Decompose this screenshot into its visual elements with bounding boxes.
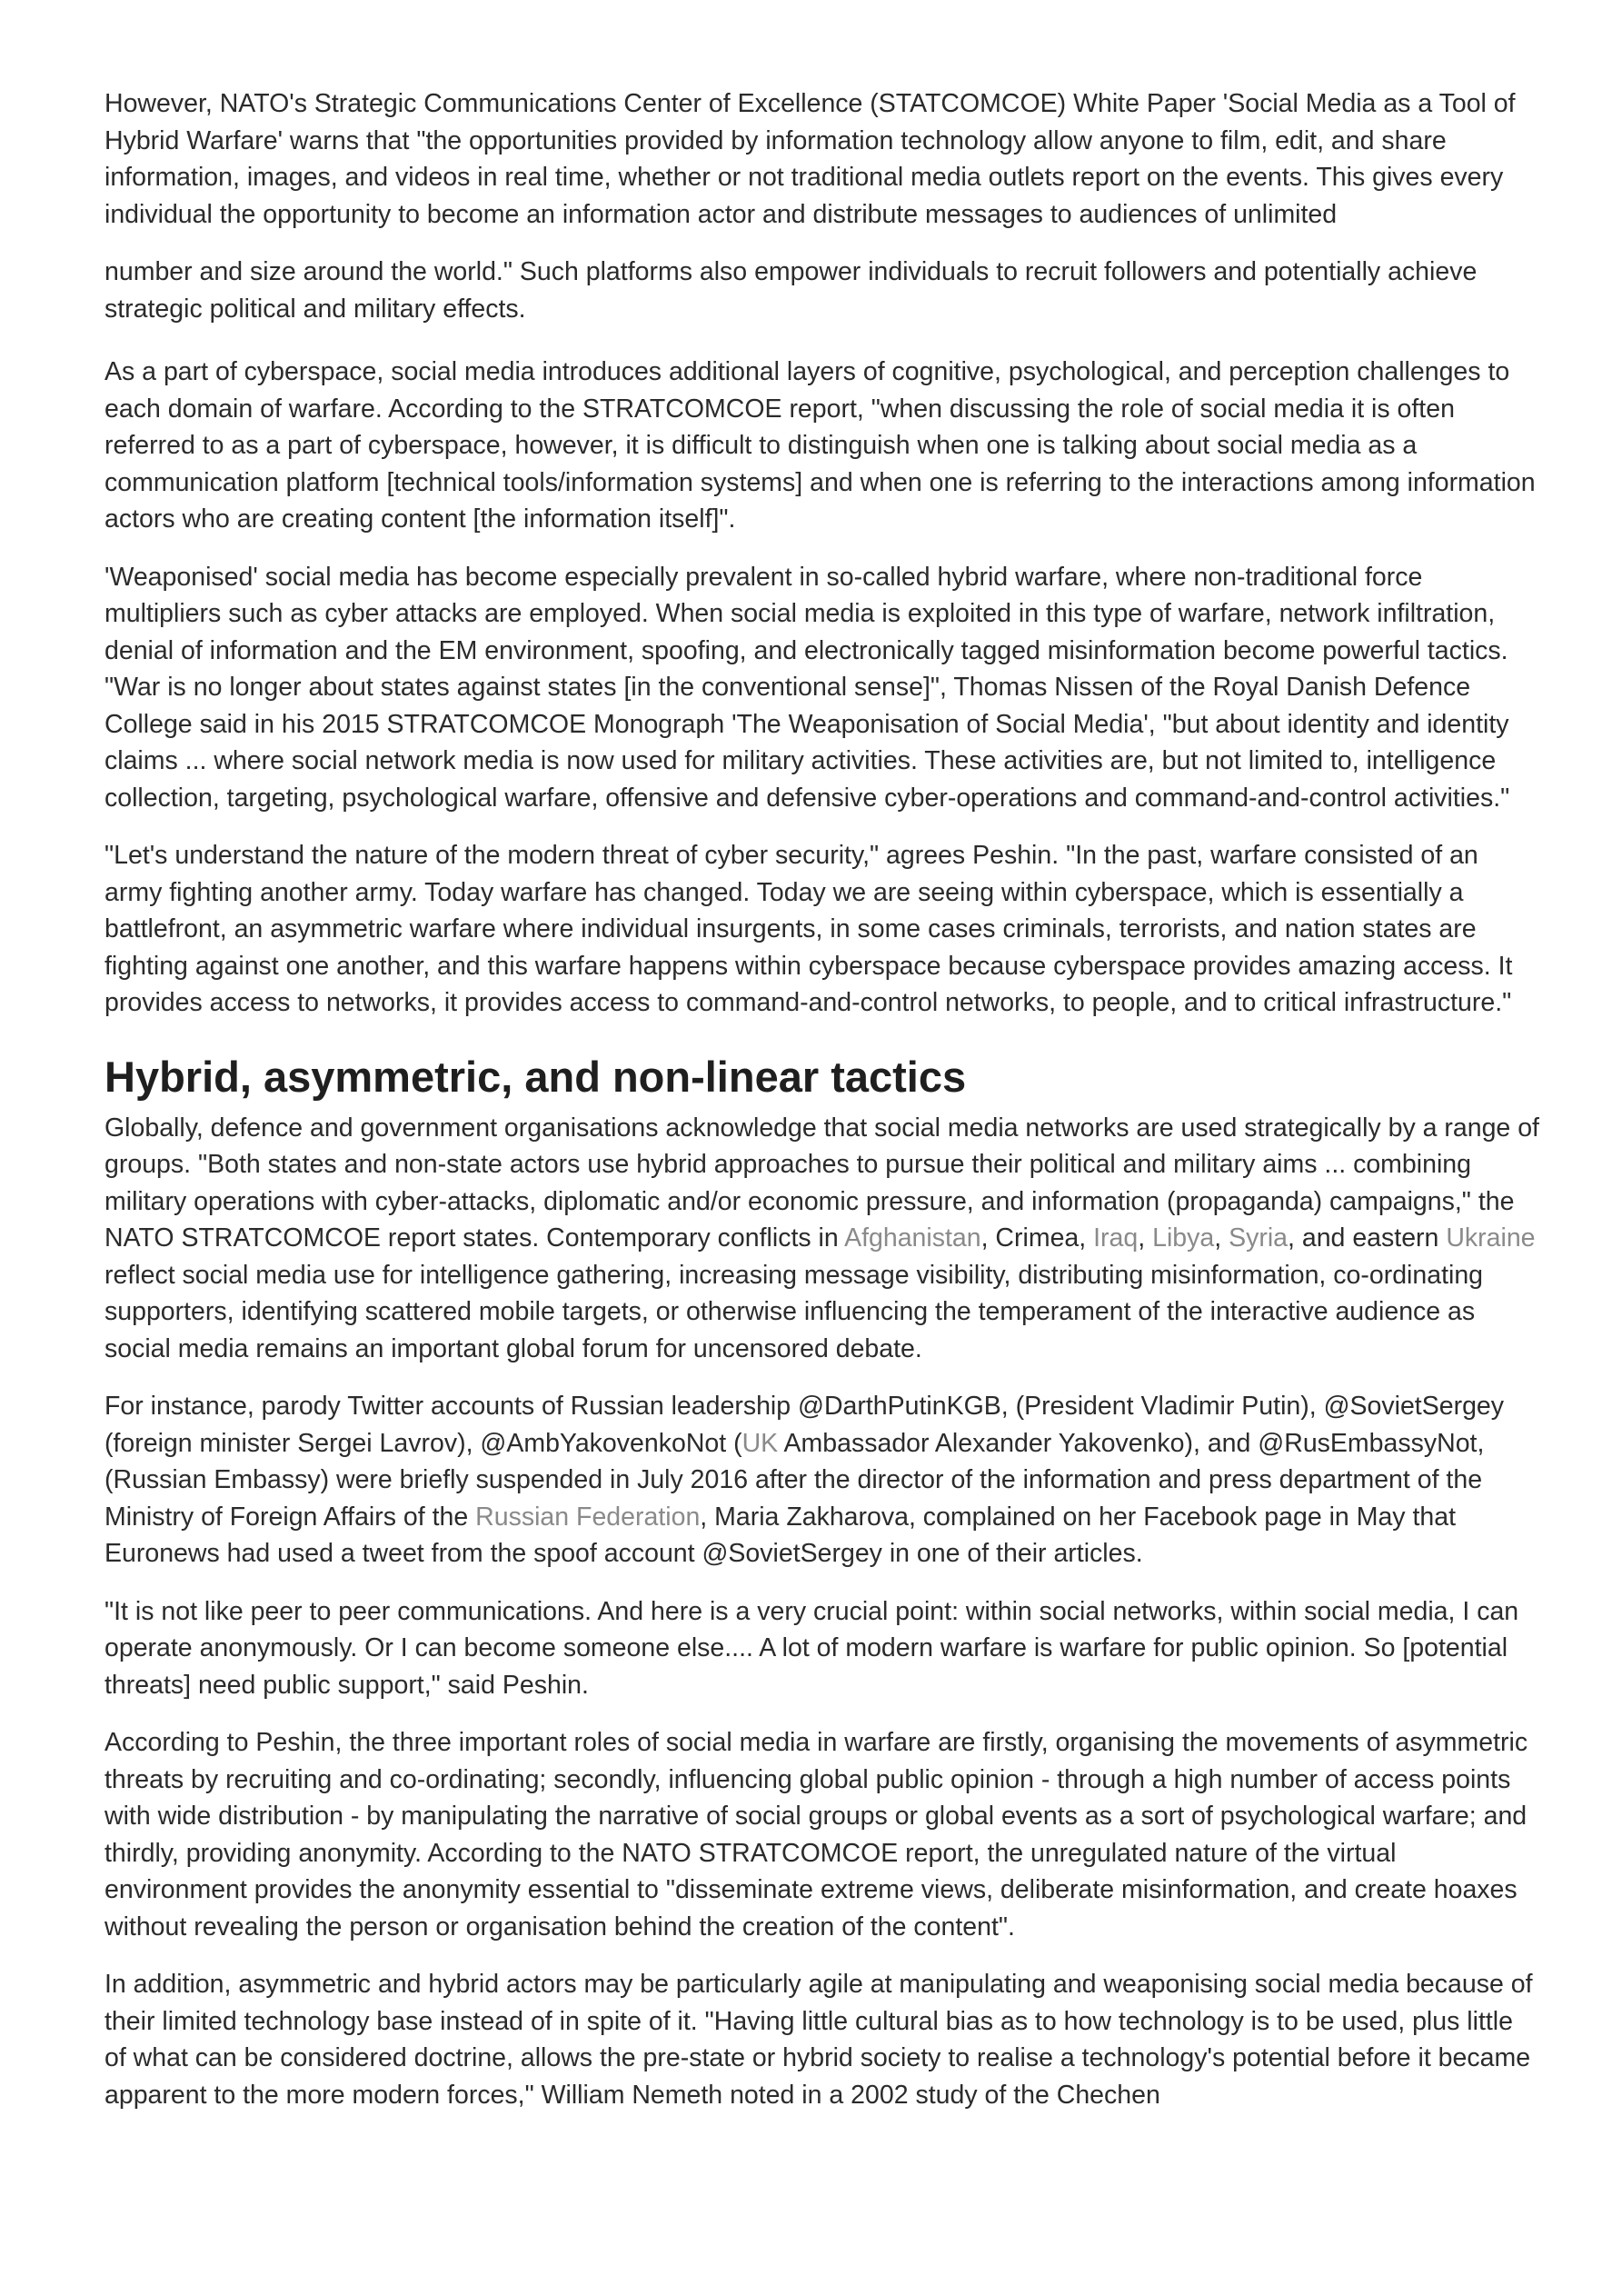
link-iraq[interactable]: Iraq [1093, 1223, 1139, 1253]
paragraph-statcomcoe-intro: However, NATO's Strategic Communications Center of Excellence (STATCOMCOE) White Paper 'Social Media as a Tool of Hybrid Warfare' warns that "the opportunities provided by information technology allow anyone to film, edit, and share information, images, and videos in real time, whether or not traditional media outlets report on the events. This gives every individual the opportunity to become an information actor and distribute messages to audiences of unlimited [104, 89, 1516, 229]
paragraph-three-roles: According to Peshin, the three important roles of social media in warfare are firstly, organising the movements of asymmetric threats by recruiting and co-ordinating; secondly, influencing global public opinion - through a high number of access points with wide distribution - by manipulating the narrative of social groups or global events as a sort of psychological warfare; and thirdly, providing anonymity. According to the NATO STRATCOMCOE report, the unregulated nature of the virtual environment provides the anonymity essential to "disseminate extreme views, deliberate misinformation, and create hoaxes without revealing the person or organisation behind the creation of the content". [104, 1728, 1528, 1942]
section-heading-hybrid-tactics: Hybrid, asymmetric, and non-linear tactics [104, 1052, 967, 1101]
link-libya[interactable]: Libya [1152, 1223, 1215, 1253]
text-segment: reflect social media use for intelligence gathering, increasing message visibility, distributing misinformation, co-ordinating supporters, identifying scattered mobile targets, or otherwise influencing the temperament of the interactive audience as social media remains an important global forum for uncensored debate. [104, 1260, 1484, 1363]
article-body [104, 85, 1540, 2134]
text-segment: , [1214, 1223, 1229, 1253]
link-afghanistan[interactable]: Afghanistan [844, 1223, 981, 1253]
paragraph-cyberspace-layers: As a part of cyberspace, social media introduces additional layers of cognitive, psychological, and perception challenges to each domain of warfare. According to the STRATCOMCOE report, "when discussing the role of social media it is often referred to as a part of cyberspace, however, it is difficult to distinguish when one is talking about social media as a communication platform [technical tools/information systems] and when one is referring to the interactions among information actors who are creating content [the information itself]". [104, 357, 1536, 534]
text-segment: , and eastern [1288, 1223, 1447, 1253]
paragraph-peshin-anonymity: "It is not like peer to peer communications. And here is a very crucial point: within social networks, within social media, I can operate anonymously. Or I can become someone else.... A lot of modern warfare is warfare for public opinion. So [potential threats] need public support," said Peshin. [104, 1596, 1519, 1700]
text-segment: , Crimea, [980, 1223, 1094, 1253]
paragraph-hybrid-approaches [104, 1110, 1540, 1368]
link-ukraine[interactable]: Ukraine [1446, 1223, 1536, 1253]
link-russian-federation[interactable]: Russian Federation [475, 1502, 701, 1532]
text-segment: , [1138, 1223, 1153, 1253]
text-segment: For instance, parody Twitter accounts of Russian leadership @DarthPutinKGB, (President Vladimir Putin), @SovietSergey (foreign minister Sergei Lavrov), @AmbYakovenkoNot ( [104, 1392, 1505, 1458]
link-syria[interactable]: Syria [1229, 1223, 1289, 1253]
paragraph-statcomcoe-continued: number and size around the world." Such platforms also empower individuals to recruit followers and potentially achieve strategic political and military effects. [104, 257, 1478, 324]
paragraph-asymmetric-actors: In addition, asymmetric and hybrid actors may be particularly agile at manipulating and weaponising social media because of their limited technology base instead of in spite of it. "Having little cultural bias as to how technology is to be used, plus little of what can be considered doctrine, allows the pre-state or hybrid society to realise a technology's potential before it became apparent to the more modern forces," William Nemeth noted in a 2002 study of the Chechen [104, 1970, 1533, 2110]
paragraph-parody-accounts [104, 1388, 1540, 1572]
text-segment: Ambassador Alexander Yakovenko), and @RusEmbassyNot, (Russian Embassy) were briefly suspended in July 2016 after the director of the information and press department of the Ministry of Foreign Affairs of the [104, 1428, 1485, 1532]
paragraph-peshin-cyber-threat: "Let's understand the nature of the modern threat of cyber security," agrees Peshin. "In the past, warfare consisted of an army fighting another army. Today warfare has changed. Today we are seeing within cyberspace, which is essentially a battlefront, an asymmetric warfare where individual insurgents, in some cases criminals, terrorists, and nation states are fighting against one another, and this warfare happens within cyberspace because cyberspace provides amazing access. It provides access to networks, it provides access to command-and-control networks, to people, and to critical infrastructure." [104, 841, 1513, 1017]
paragraph-weaponised-social-media: 'Weaponised' social media has become especially prevalent in so-called hybrid warfare, where non-traditional force multipliers such as cyber attacks are employed. When social media is exploited in this type of warfare, network infiltration, denial of information and the EM environment, spoofing, and electronically tagged misinformation become powerful tactics. "War is no longer about states against states [in the conventional sense]", Thomas Nissen of the Royal Danish Defence College said in his 2015 STRATCOMCOE Monograph 'The Weaponisation of Social Media', "but about identity and identity claims ... where social network media is now used for military activities. These activities are, but not limited to, intelligence collection, targeting, psychological warfare, offensive and defensive cyber-operations and command-and-control activities." [104, 562, 1510, 813]
link-uk[interactable]: UK [741, 1428, 779, 1458]
text-segment: Globally, defence and government organisations acknowledge that social media networks are used strategically by a range of groups. "Both states and non-state actors use hybrid approaches to pursue their political and military aims ... combining military operations with cyber-attacks, diplomatic and/or economic pressure, and information (propaganda) campaigns," the NATO STRATCOMCOE report states. Contemporary conflicts in [104, 1113, 1539, 1253]
text-segment: , Maria Zakharova, complained on her Facebook page in May that Euronews had used a tweet from the spoof account @SovietSergey in one of their articles. [104, 1502, 1457, 1568]
